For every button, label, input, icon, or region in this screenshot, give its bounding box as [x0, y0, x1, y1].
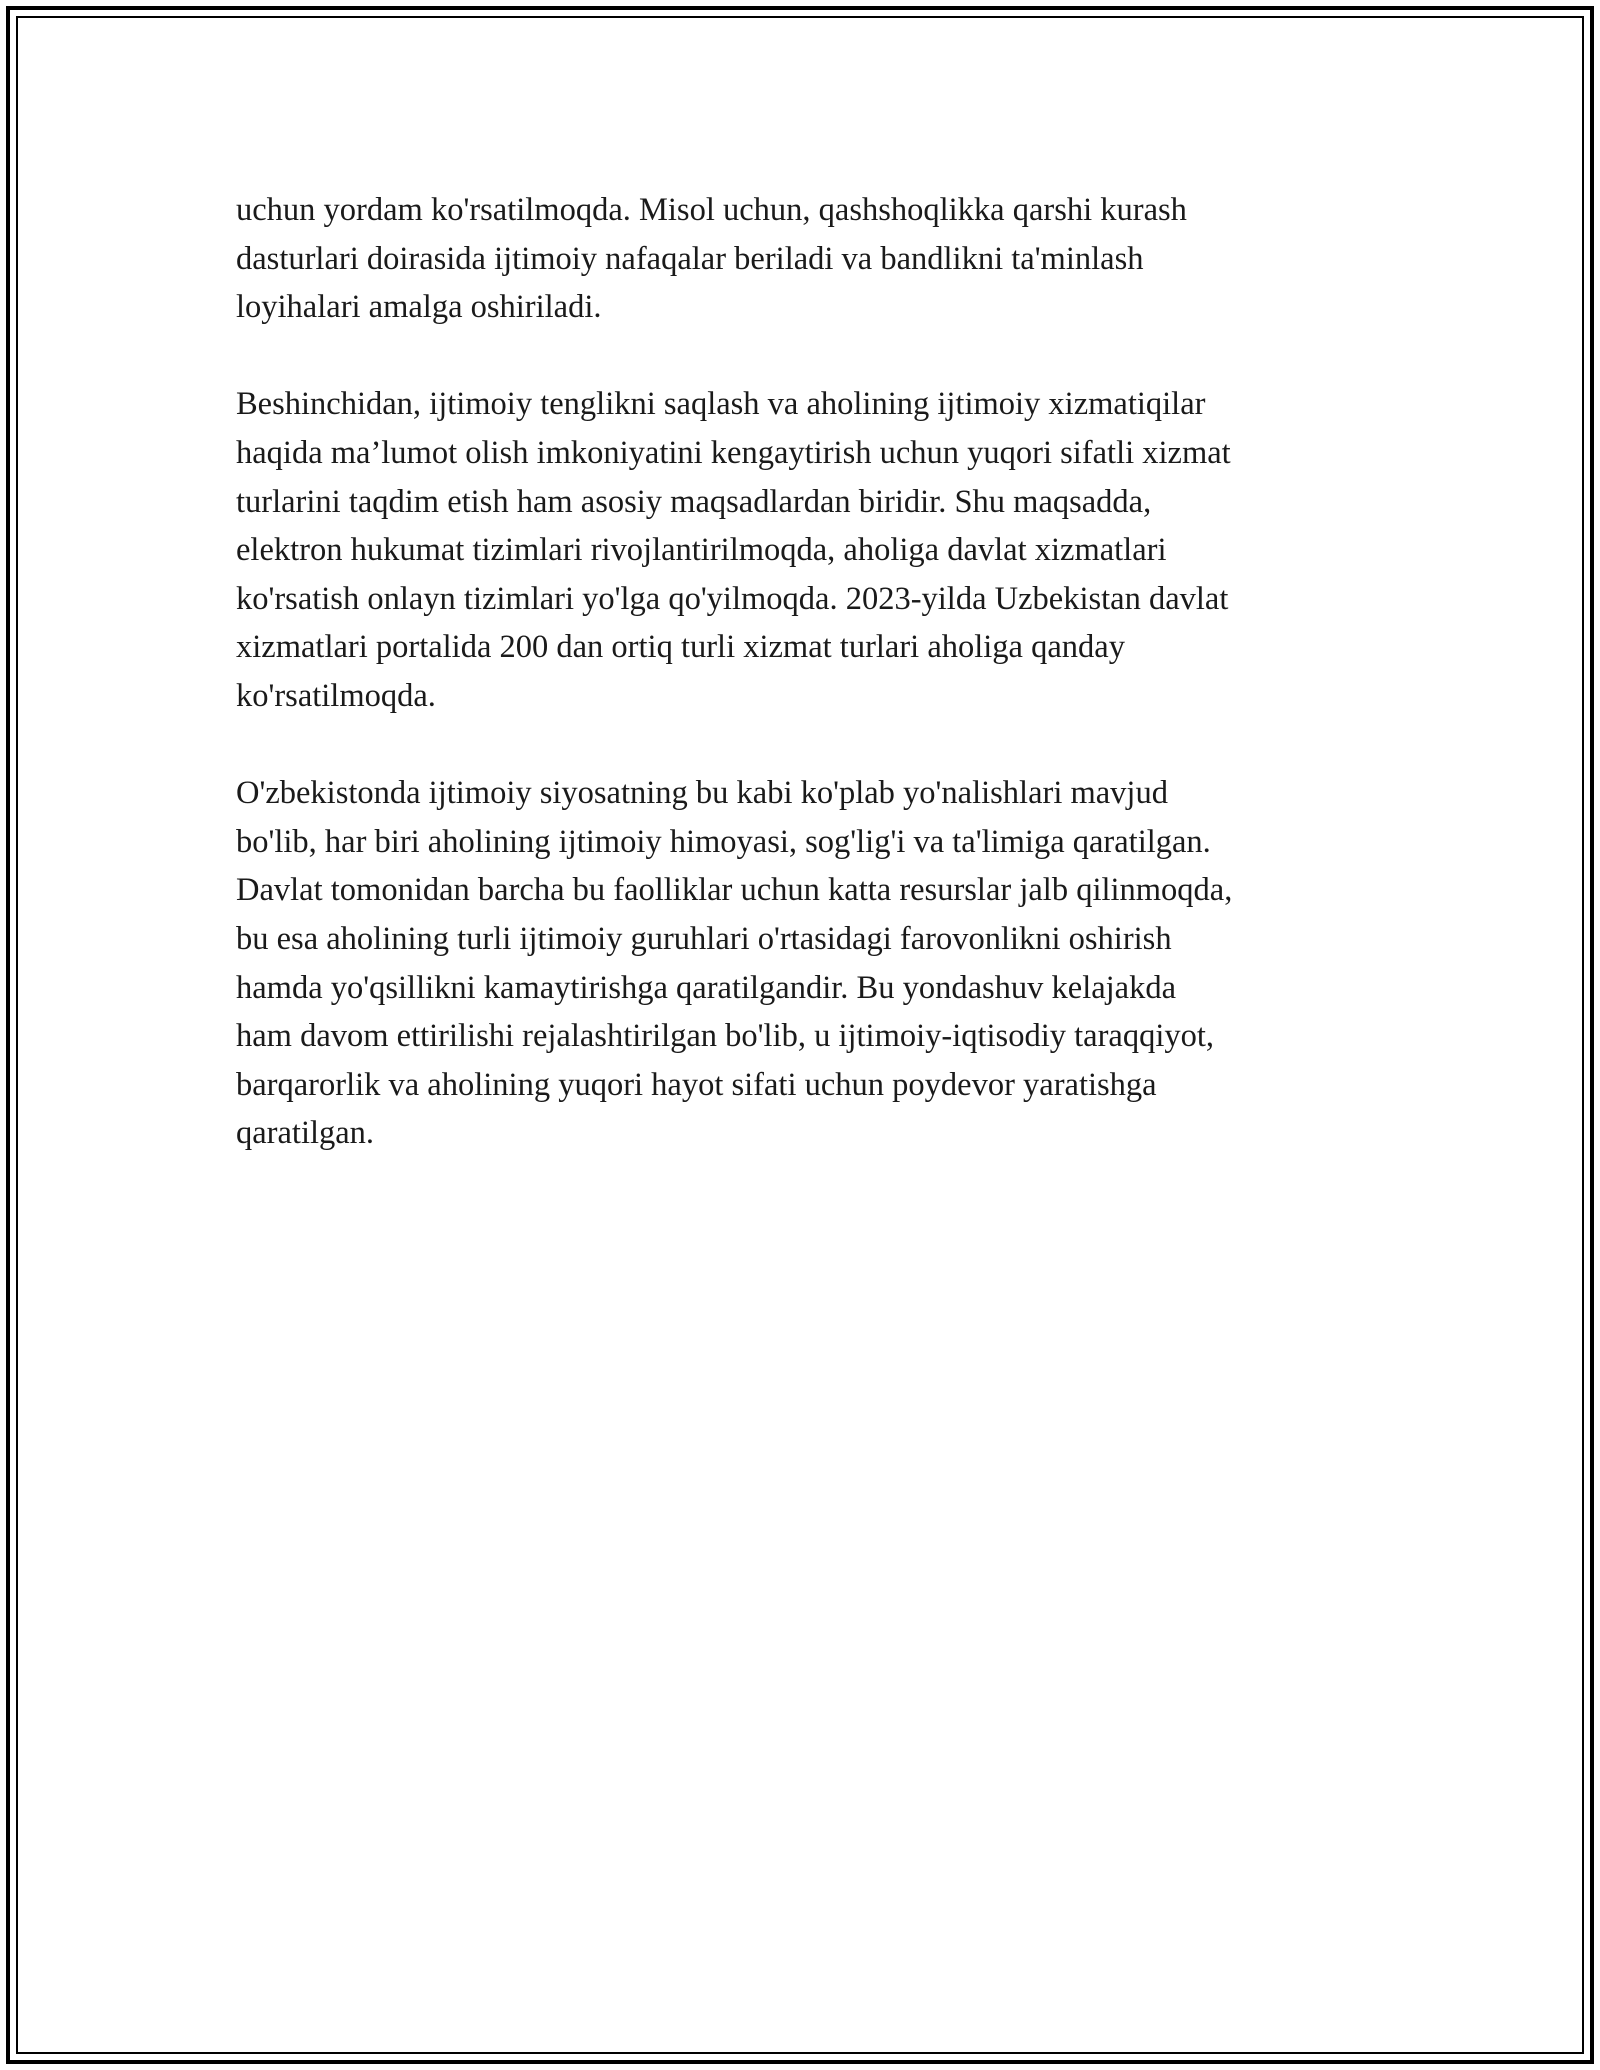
text-line: barqarorlik va aholining yuqori hayot sifati uchun poydevor yaratishga	[236, 1066, 1157, 1103]
document-body	[236, 186, 1386, 1158]
text-line: hamda yo'qsillikni kamaytirishga qaratilgandir. Bu yondashuv kelajakda	[236, 969, 1177, 1006]
text-line: qaratilgan.	[236, 1115, 375, 1152]
text-line: turlarini taqdim etish ham asosiy maqsadlardan biridir. Shu maqsadda,	[236, 483, 1152, 520]
text-line: ham davom ettirilishi rejalashtirilgan bo'lib, u ijtimoiy-iqtisodiy taraqqiyot,	[236, 1018, 1214, 1055]
text-line: ko'rsatilmoqda.	[236, 677, 436, 714]
text-line: ko'rsatish onlayn tizimlari yo'lga qo'yilmoqda. 2023-yilda Uzbekistan davlat	[236, 580, 1229, 617]
text-line: elektron hukumat tizimlari rivojlantirilmoqda, aholiga davlat xizmatlari	[236, 532, 1167, 569]
paragraph-1	[236, 186, 1386, 332]
text-line: Beshinchidan, ijtimoiy tenglikni saqlash va aholining ijtimoiy xizmatiqilar	[236, 386, 1206, 423]
paragraph-3	[236, 769, 1386, 1158]
text-line: dasturlari doirasida ijtimoiy nafaqalar beriladi va bandlikni ta'minlash	[236, 240, 1144, 277]
text-line: O'zbekistonda ijtimoiy siyosatning bu kabi ko'plab yo'nalishlari mavjud	[236, 775, 1168, 812]
text-line: bo'lib, har biri aholining ijtimoiy himoyasi, sog'lig'i va ta'limiga qaratilgan.	[236, 823, 1211, 860]
text-line: haqida ma’lumot olish imkoniyatini kengaytirish uchun yuqori sifatli xizmat	[236, 434, 1231, 471]
text-line: Davlat tomonidan barcha bu faolliklar uchun katta resurslar jalb qilinmoqda,	[236, 872, 1233, 909]
text-line: loyihalari amalga oshiriladi.	[236, 289, 602, 326]
text-line: xizmatlari portalida 200 dan ortiq turli xizmat turlari aholiga qanday	[236, 629, 1125, 666]
text-line: uchun yordam ko'rsatilmoqda. Misol uchun, qashshoqlikka qarshi kurash	[236, 192, 1187, 228]
paragraph-2	[236, 380, 1386, 720]
text-line: bu esa aholining turli ijtimoiy guruhlari o'rtasidagi farovonlikni oshirish	[236, 920, 1172, 957]
